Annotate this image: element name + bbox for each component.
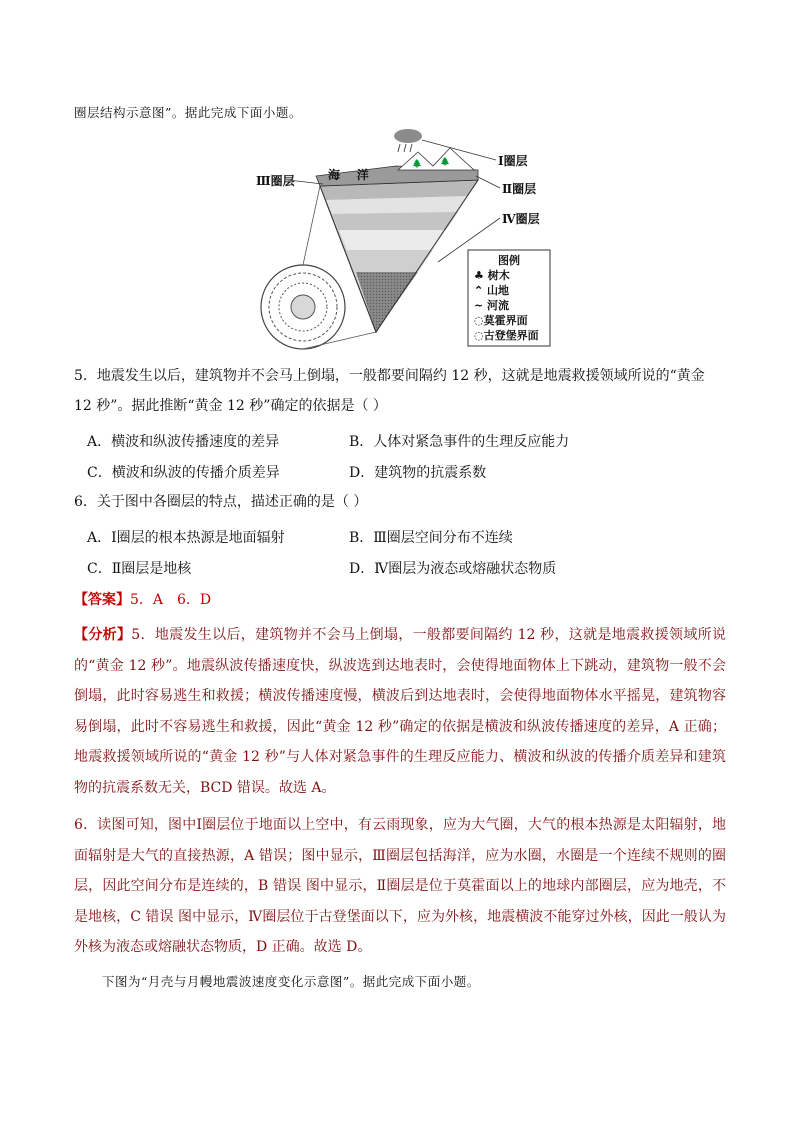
earth-spheres-diagram (228, 122, 568, 354)
q5-option-c: C．横波和纵波的传播介质差异 (87, 465, 280, 481)
q5-option-b: B．人体对紧急事件的生理反应能力 (349, 434, 570, 450)
q6-option-c: C．Ⅱ圈层是地核 (87, 561, 192, 577)
q5-option-a: A．横波和纵波传播速度的差异 (87, 434, 280, 450)
analysis-q5 (74, 620, 726, 803)
tree-icon: ♣ (474, 269, 488, 282)
label-sphere-1: Ⅰ圈层 (498, 154, 528, 168)
question-6-stem: 6．关于图中各圈层的特点，描述正确的是（ ） (74, 494, 368, 510)
answer-tag: 【答案】 (74, 592, 130, 608)
moho-icon: ◌ (474, 314, 484, 327)
intro-text: 圈层结构示意图”。据此完成下面小题。 (74, 105, 302, 120)
legend-item-mountain: ⌃ 山地 (474, 284, 510, 297)
q6-option-a: A．Ⅰ圈层的根本热源是地面辐射 (87, 530, 285, 546)
gutenberg-icon: ◌ (474, 329, 484, 342)
answer-line (74, 589, 211, 609)
label-sphere-2: Ⅱ圈层 (502, 182, 537, 196)
next-intro-text: 下图为“月壳与月幔地震波速度变化示意图”。据此完成下面小题。 (102, 974, 480, 989)
answer-text: 5．A 6．D (130, 592, 212, 608)
legend (468, 250, 550, 346)
legend-item-gutenberg: ◌古登堡界面 (474, 329, 539, 342)
globe-icon (261, 265, 345, 349)
question-5-stem: 5．地震发生以后，建筑物并不会马上倒塌，一般都要间隔约 12 秒，这就是地震救援领域所说的“黄金 12 秒”。据此推断“黄金 12 秒”确定的依据是（ ） (74, 368, 705, 414)
q5-option-d: D．建筑物的抗震系数 (349, 465, 487, 481)
legend-title: 图例 (498, 254, 520, 267)
analysis-q5-text: 5．地震发生以后，建筑物并不会马上倒塌，一般都要间隔约 12 秒，这就是地震救援领域所说的“黄金 12 秒”。地震纵波传播速度快，纵波选到达地表时，会使得地面物体上下跳动，建筑物一般不会倒塌，此时容易逃生和救援；横波传播速度慢，横波后到达地表时，会使得地面物体水平摇晃，建筑物容易倒塌，此时不容易逃生和救援，因此“黄金 12 秒”确定的依据是横波和纵波传播速度的差异，A 正确；地震救援领域所说的“黄金 12 秒”与人体对紧急事件的生理反应能力、横波和纵波的传播介质差异和建筑物的抗震系数无关，BCD 错误。故选 A。 (74, 627, 726, 796)
svg-text:🌲: 🌲 (412, 159, 422, 168)
legend-item-tree: ♣ 树木 (474, 269, 510, 282)
analysis-tag: 【分析】 (74, 627, 132, 643)
legend-item-river: ~ 河流 (474, 299, 510, 312)
q6-option-b: B．Ⅲ圈层空间分布不连续 (349, 530, 513, 546)
river-icon: ~ (474, 299, 488, 312)
cloud-icon (394, 129, 422, 152)
label-ocean: 海 洋 (328, 168, 369, 182)
mountain-icon: ⌃ (474, 284, 488, 297)
label-sphere-3: Ⅲ圈层 (256, 174, 295, 188)
legend-item-moho: ◌莫霍界面 (474, 314, 528, 327)
svg-text:🌲: 🌲 (440, 157, 450, 166)
label-sphere-4: Ⅳ圈层 (502, 212, 540, 226)
analysis-q6: 6．读图可知，图中Ⅰ圈层位于地面以上空中，有云雨现象，应为大气圈，大气的根本热源是太阳辐射，地面辐射是大气的直接热源，A 错误；图中显示，Ⅲ圈层包括海洋，应为水圈，水圈是一个连续不规则的圈层，因此空间分布是连续的，B 错误 图中显示，Ⅱ圈层是位于莫霍面以上的地球内部圈层，应为地壳，不是地核，C 错误 图中显示，Ⅳ圈层位于古登堡面以下，应为外核，地震横波不能穿过外核，因此一般认为外核为液态或熔融状态物质，D 正确。故选 D。 (74, 817, 726, 955)
q6-option-d: D．Ⅳ圈层为液态或熔融状态物质 (349, 561, 557, 577)
